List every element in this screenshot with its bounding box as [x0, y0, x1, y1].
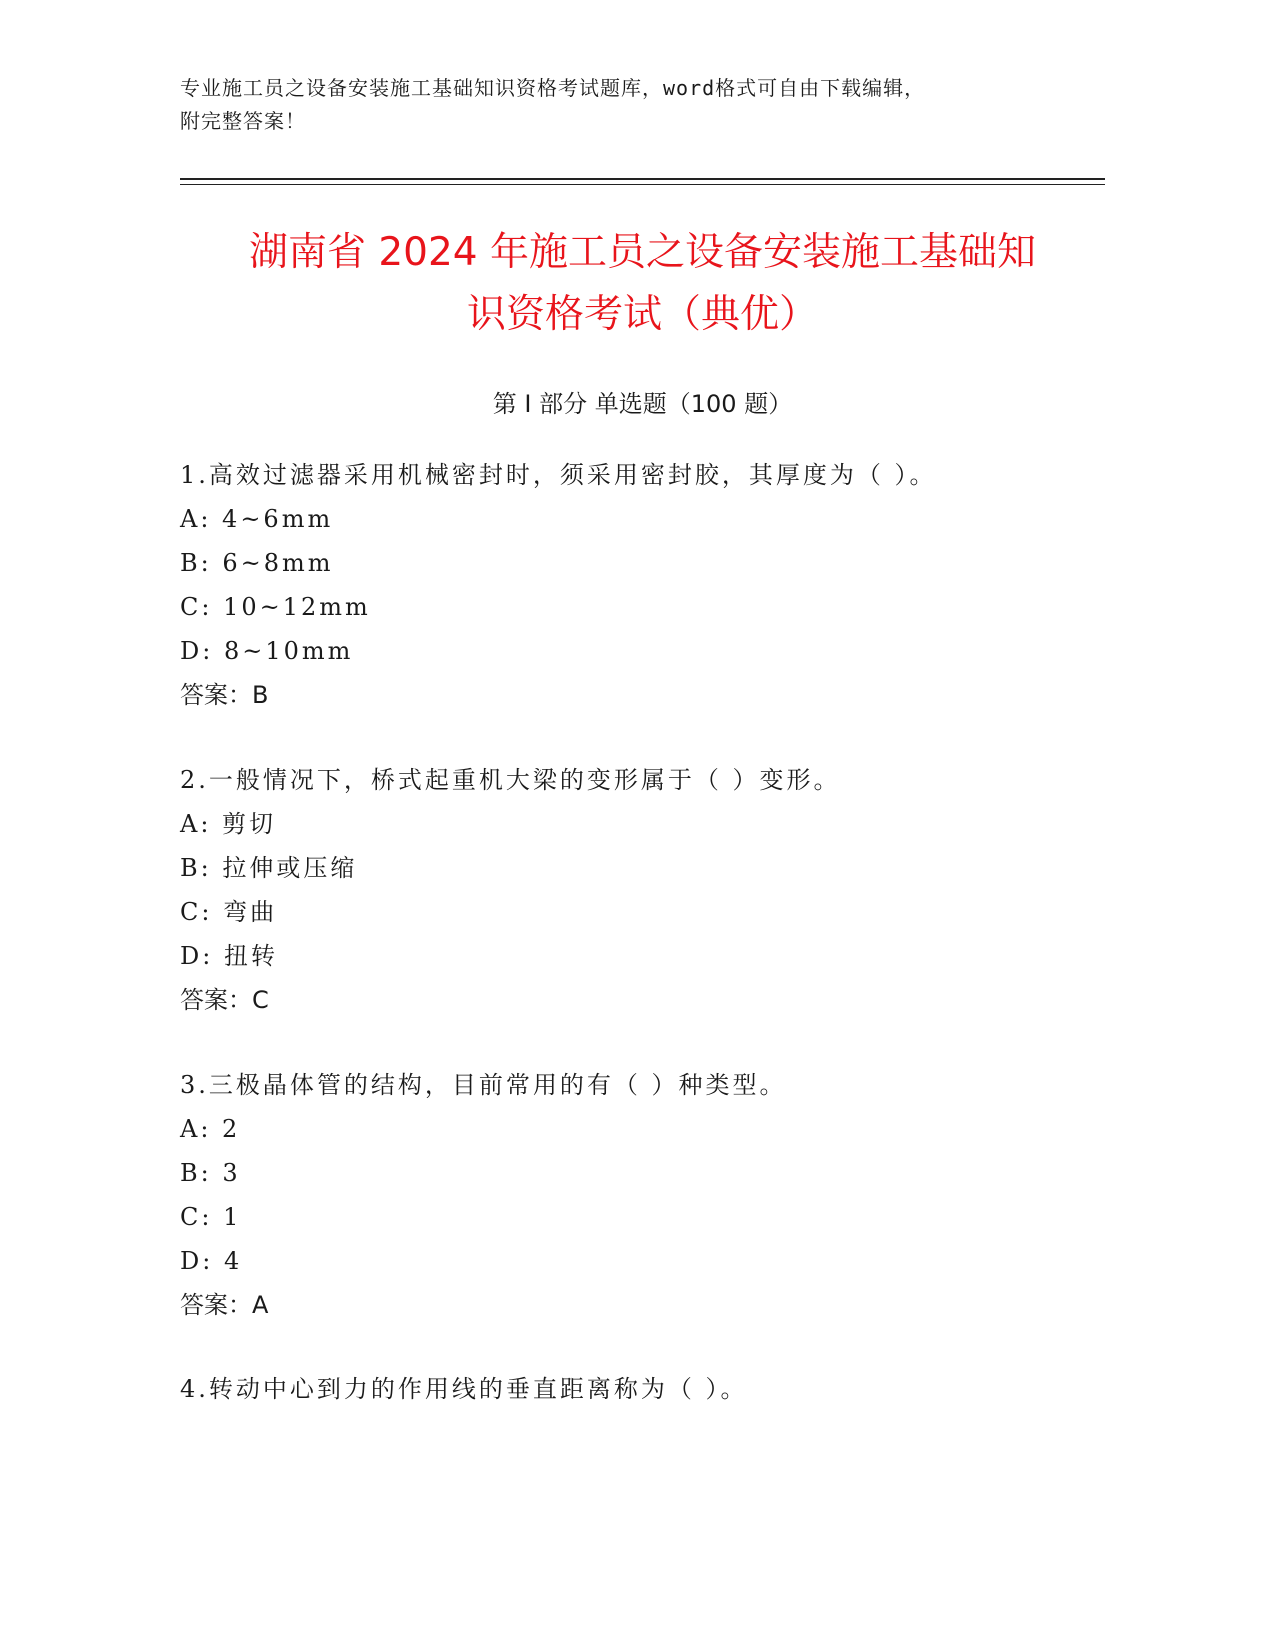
question-stem: 3.三极晶体管的结构，目前常用的有（ ）种类型。 — [180, 1071, 787, 1099]
option-d: D: 8~10mm — [180, 637, 354, 665]
option-c: C: 1 — [180, 1203, 242, 1231]
option-a: A: 4~6mm — [180, 505, 334, 533]
option-d: D: 扭转 — [180, 942, 278, 970]
option-b: B: 3 — [180, 1159, 241, 1187]
question-stem: 1.高效过滤器采用机械密封时，须采用密封胶，其厚度为（ ）。 — [180, 461, 937, 489]
option-b: B: 拉伸或压缩 — [180, 854, 358, 882]
section-heading: 第 I 部分 单选题（100 题） — [492, 390, 793, 418]
option-a: A: 2 — [180, 1115, 241, 1143]
question-stem: 2.一般情况下，桥式起重机大梁的变形属于（ ）变形。 — [180, 766, 841, 794]
document-title — [180, 222, 1105, 346]
document-title-line1: 湖南省 2024 年施工员之设备安装施工基础知 — [248, 230, 1037, 275]
question-1 — [180, 453, 1105, 717]
document-title-line2: 识资格考试（典优） — [466, 292, 818, 337]
header-note-line2: 附完整答案！ — [180, 109, 306, 133]
answer: 答案：A — [180, 1291, 269, 1319]
header-divider-thick — [180, 178, 1105, 180]
option-c: C: 弯曲 — [180, 898, 278, 926]
question-3 — [180, 1063, 1105, 1327]
header-note — [180, 72, 1080, 138]
question-2 — [180, 758, 1105, 1022]
option-c: C: 10~12mm — [180, 593, 371, 621]
header-divider-thin — [180, 184, 1105, 185]
answer: 答案：C — [180, 986, 269, 1014]
option-a: A: 剪切 — [180, 810, 277, 838]
option-b: B: 6~8mm — [180, 549, 334, 577]
question-4 — [180, 1367, 1105, 1411]
option-d: D: 4 — [180, 1247, 243, 1275]
header-note-line1: 专业施工员之设备安装施工基础知识资格考试题库，word格式可自由下载编辑， — [180, 76, 926, 100]
answer: 答案：B — [180, 681, 269, 709]
question-stem: 4.转动中心到力的作用线的垂直距离称为（ ）。 — [180, 1375, 748, 1403]
